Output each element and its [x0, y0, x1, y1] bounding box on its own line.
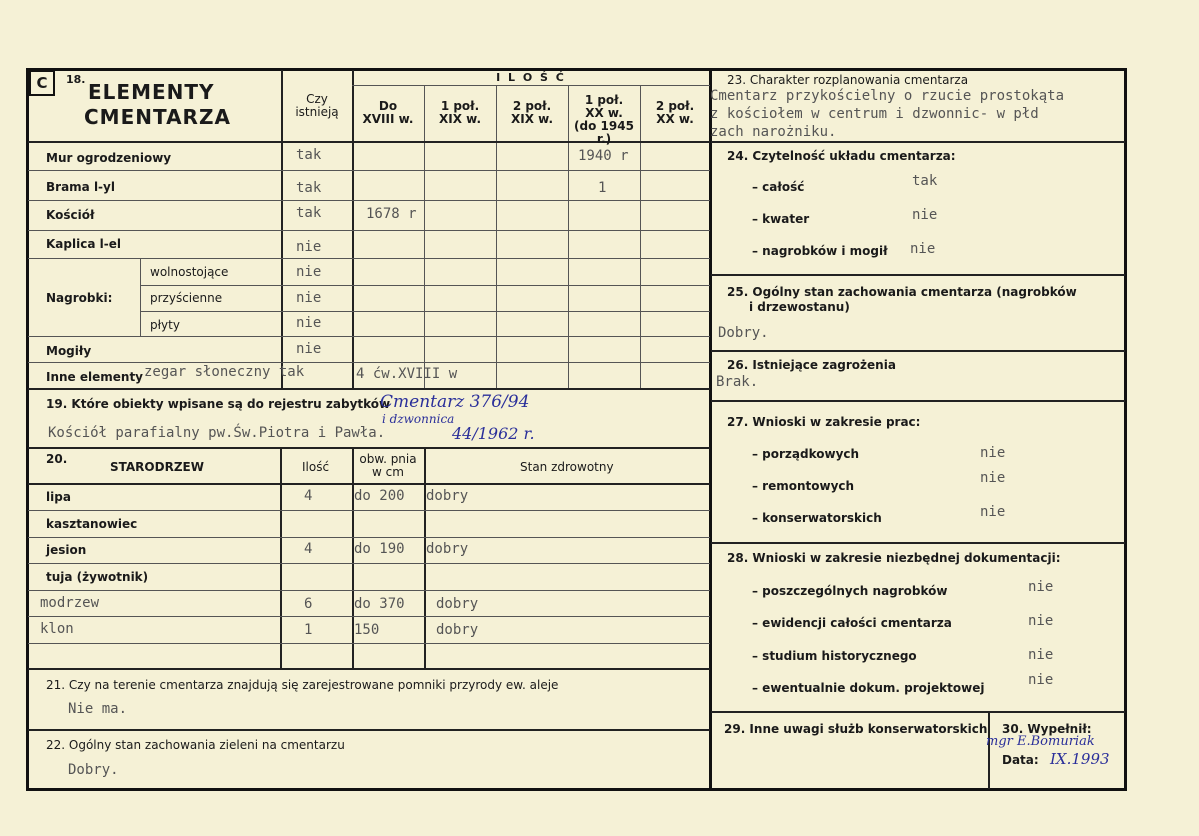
tree-name: jesion: [46, 543, 87, 557]
s27-a-value: nie: [980, 445, 1006, 461]
row-brama-1pol-xx: 1: [598, 180, 607, 196]
header-2pol-xx: 2 poł. XX w.: [655, 99, 695, 126]
row-plyty-czy: nie: [296, 315, 322, 331]
s28-d-label: – ewentualnie dokum. projektowej: [752, 681, 985, 695]
row-inne-typed: zegar słoneczny tak: [144, 364, 305, 380]
row-nagrobki-label: Nagrobki:: [46, 291, 113, 305]
row-mur-label: Mur ogrodzeniowy: [46, 151, 172, 165]
s22-value: Dobry.: [68, 762, 119, 778]
s19-handwritten-2: i dzwonnica: [382, 412, 455, 426]
tree-obwod: do 200: [354, 488, 405, 504]
row-wolnostojace-label: wolnostojące: [150, 265, 229, 279]
s23-line3: zach narożniku.: [710, 124, 837, 140]
row-inne-label: Inne elementy: [46, 370, 144, 384]
tree-obwod: 150: [354, 622, 380, 638]
row-kosciol-czy: tak: [296, 205, 322, 221]
tree-stan: dobry: [436, 622, 479, 638]
s30-data-value: IX.1993: [1050, 750, 1110, 768]
tree-name: tuja (żywotnik): [46, 570, 149, 584]
header-do-xviii: Do XVIII w.: [362, 99, 414, 126]
s28-d-value: nie: [1028, 672, 1054, 688]
s27-a-label: – porządkowych: [752, 447, 860, 461]
s30-name: mgr E.Bomuriak: [986, 734, 1095, 749]
s19-handwritten-3: 44/1962 r.: [452, 424, 535, 443]
s24-c-value: nie: [910, 241, 936, 257]
tree-name: kasztanowiec: [46, 517, 138, 531]
tree-ilosc: 4: [304, 541, 313, 557]
s30-label: 30. Wypełnił:: [1002, 722, 1092, 736]
s30-data-label: Data:: [1002, 753, 1039, 767]
row-wolnostojace-czy: nie: [296, 264, 322, 280]
s24-c-label: – nagrobków i mogił: [752, 244, 888, 258]
s20-obwod-header: obw. pnia w cm: [359, 452, 417, 479]
s19-typed: Kościół parafialny pw.Św.Piotra i Pawła.: [48, 425, 386, 441]
s24-b-label: – kwater: [752, 212, 810, 226]
tree-ilosc: 1: [304, 622, 313, 638]
row-brama-label: Brama l-yl: [46, 180, 115, 194]
s28-a-label: – poszczególnych nagrobków: [752, 584, 948, 598]
s26-value: Brak.: [716, 374, 759, 390]
s28-c-value: nie: [1028, 647, 1054, 663]
s28-b-value: nie: [1028, 613, 1054, 629]
s28-label: 28. Wnioski w zakresie niezbędnej dokumentacji:: [727, 551, 1061, 565]
s20-ilosc-header: Ilość: [302, 460, 330, 474]
s27-c-value: nie: [980, 504, 1006, 520]
s23-line2: z kościołem w centrum i dzwonnic- w płd: [710, 106, 1039, 122]
s19-handwritten-1: Cmentarz 376/94: [380, 392, 530, 412]
s25-label-1: 25. Ogólny stan zachowania cmentarza (nagrobków: [727, 285, 1077, 299]
tree-name: klon: [40, 621, 74, 637]
s25-label-2: i drzewostanu): [749, 300, 850, 314]
tree-ilosc: 4: [304, 488, 313, 504]
s19-label: 19. Które obiekty wpisane są do rejestru zabytków: [46, 397, 391, 411]
s20-num: 20.: [46, 452, 68, 466]
row-inne-do-xviii: 4 ćw.XVIII w: [356, 366, 458, 382]
s28-b-label: – ewidencji całości cmentarza: [752, 616, 952, 630]
s20-title: STARODRZEW: [110, 460, 204, 474]
s20-stan-header: Stan zdrowotny: [520, 460, 614, 474]
row-kaplica-label: Kaplica l-el: [46, 237, 121, 251]
row-plyty-label: płyty: [150, 318, 180, 332]
s27-b-value: nie: [980, 470, 1006, 486]
s21-label: 21. Czy na terenie cmentarza znajdują się zarejestrowane pomniki przyrody ew. aleje: [46, 678, 559, 692]
section18-title-2: CMENTARZA: [84, 105, 231, 129]
s27-c-label: – konserwatorskich: [752, 511, 882, 525]
s27-label: 27. Wnioski w zakresie prac:: [727, 415, 921, 429]
section-c-box: C: [29, 70, 55, 96]
row-kosciol-do-xviii: 1678 r: [366, 206, 417, 222]
row-przyscienne-czy: nie: [296, 290, 322, 306]
row-kaplica-czy: nie: [296, 239, 322, 255]
tree-name: lipa: [46, 490, 71, 504]
s23-label: 23. Charakter rozplanowania cmentarza: [727, 73, 969, 87]
s22-label: 22. Ogólny stan zachowania zieleni na cmentarzu: [46, 738, 345, 752]
s24-a-value: tak: [912, 173, 938, 189]
header-ilosc: I L O Ś Ć: [496, 71, 566, 84]
tree-obwod: do 370: [354, 596, 405, 612]
s26-label: 26. Istniejące zagrożenia: [727, 358, 896, 372]
s23-line1: Cmentarz przykościelny o rzucie prostokąta: [710, 88, 1065, 104]
row-brama-czy: tak: [296, 180, 322, 196]
row-mogily-czy: nie: [296, 341, 322, 357]
section18-num: 18.: [66, 73, 86, 86]
s21-value: Nie ma.: [68, 701, 128, 717]
s28-c-label: – studium historycznego: [752, 649, 917, 663]
s24-label: 24. Czytelność układu cmentarza:: [727, 149, 956, 163]
header-1pol-xix: 1 poł. XIX w.: [438, 99, 482, 126]
row-mur-czy: tak: [296, 147, 322, 163]
s24-b-value: nie: [912, 207, 938, 223]
tree-ilosc: 6: [304, 596, 313, 612]
header-1pol-xx: 1 poł. XX w. (do 1945 r.): [574, 93, 634, 146]
tree-stan: dobry: [426, 541, 469, 557]
row-kosciol-label: Kościół: [46, 208, 95, 222]
section18-title-1: ELEMENTY: [88, 80, 215, 104]
row-mur-1pol-xx: 1940 r: [578, 148, 629, 164]
s25-value: Dobry.: [718, 325, 769, 341]
tree-obwod: do 190: [354, 541, 405, 557]
row-mogily-label: Mogiły: [46, 344, 92, 358]
header-czy-istnieja: Czy istnieją: [295, 92, 339, 119]
s24-a-label: – całość: [752, 180, 805, 194]
header-2pol-xix: 2 poł. XIX w.: [510, 99, 554, 126]
tree-stan: dobry: [426, 488, 469, 504]
s29-label: 29. Inne uwagi służb konserwatorskich: [724, 722, 988, 736]
tree-name: modrzew: [40, 595, 100, 611]
row-przyscienne-label: przyścienne: [150, 291, 223, 305]
s28-a-value: nie: [1028, 579, 1054, 595]
s27-b-label: – remontowych: [752, 479, 855, 493]
tree-stan: dobry: [436, 596, 479, 612]
